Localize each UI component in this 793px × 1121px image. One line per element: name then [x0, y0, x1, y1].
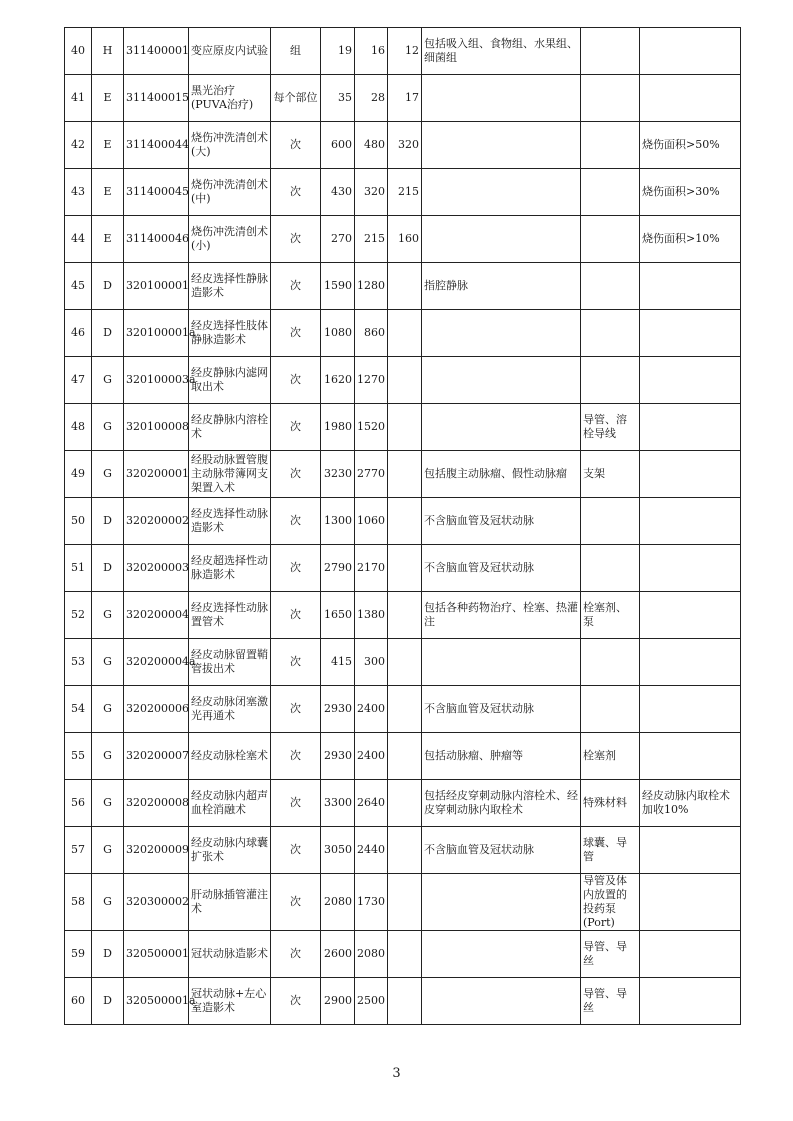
price-level-1-cell: 3300	[321, 780, 355, 827]
row-number-cell: 59	[65, 931, 92, 978]
item-name-cell: 经皮静脉内溶栓术	[189, 404, 271, 451]
price-level-2-cell: 1060	[355, 498, 388, 545]
table-row	[65, 216, 741, 263]
item-note-cell	[640, 545, 741, 592]
item-content-cell: 不含脑血管及冠状动脉	[422, 545, 581, 592]
excluded-content-cell	[581, 686, 640, 733]
fee-table-body	[65, 28, 741, 1025]
category-code-cell: E	[92, 216, 124, 263]
pricing-unit-cell: 次	[271, 263, 321, 310]
price-level-2-cell: 480	[355, 122, 388, 169]
row-number-cell: 42	[65, 122, 92, 169]
row-number-cell: 58	[65, 874, 92, 931]
item-code-cell: 320500001a	[124, 978, 189, 1025]
item-name-cell: 经皮动脉留置鞘管拔出术	[189, 639, 271, 686]
price-level-1-cell: 3230	[321, 451, 355, 498]
table-row	[65, 931, 741, 978]
item-note-cell	[640, 978, 741, 1025]
price-level-1-cell: 2930	[321, 733, 355, 780]
category-code-cell: E	[92, 122, 124, 169]
row-number-cell: 46	[65, 310, 92, 357]
row-number-cell: 60	[65, 978, 92, 1025]
price-level-3-cell	[388, 592, 422, 639]
row-number-cell: 45	[65, 263, 92, 310]
excluded-content-cell: 导管、溶栓导线	[581, 404, 640, 451]
excluded-content-cell: 导管及体内放置的投药泵(Port)	[581, 874, 640, 931]
price-level-1-cell: 270	[321, 216, 355, 263]
pricing-unit-cell: 次	[271, 545, 321, 592]
category-code-cell: D	[92, 310, 124, 357]
category-code-cell: D	[92, 263, 124, 310]
item-code-cell: 320200006	[124, 686, 189, 733]
price-level-2-cell: 1730	[355, 874, 388, 931]
row-number-cell: 48	[65, 404, 92, 451]
price-level-1-cell: 600	[321, 122, 355, 169]
row-number-cell: 41	[65, 75, 92, 122]
row-number-cell: 51	[65, 545, 92, 592]
price-level-3-cell	[388, 639, 422, 686]
category-code-cell: D	[92, 931, 124, 978]
item-note-cell	[640, 827, 741, 874]
item-name-cell: 经股动脉置管腹主动脉带簿网支架置入术	[189, 451, 271, 498]
price-level-3-cell	[388, 357, 422, 404]
item-code-cell: 320200004a	[124, 639, 189, 686]
price-level-2-cell: 215	[355, 216, 388, 263]
pricing-unit-cell: 次	[271, 498, 321, 545]
row-number-cell: 54	[65, 686, 92, 733]
price-level-1-cell: 35	[321, 75, 355, 122]
table-row	[65, 827, 741, 874]
pricing-unit-cell: 次	[271, 827, 321, 874]
table-row	[65, 75, 741, 122]
item-code-cell: 320200004	[124, 592, 189, 639]
category-code-cell: G	[92, 827, 124, 874]
item-name-cell: 黑光治疗(PUVA治疗)	[189, 75, 271, 122]
price-level-3-cell	[388, 404, 422, 451]
excluded-content-cell	[581, 498, 640, 545]
pricing-unit-cell: 次	[271, 310, 321, 357]
pricing-unit-cell: 次	[271, 404, 321, 451]
table-row	[65, 874, 741, 931]
pricing-unit-cell: 次	[271, 592, 321, 639]
item-name-cell: 经皮动脉闭塞激光再通术	[189, 686, 271, 733]
price-level-2-cell: 2500	[355, 978, 388, 1025]
pricing-unit-cell: 次	[271, 780, 321, 827]
item-name-cell: 经皮选择性静脉造影术	[189, 263, 271, 310]
row-number-cell: 44	[65, 216, 92, 263]
item-code-cell: 311400044	[124, 122, 189, 169]
item-code-cell: 311400045	[124, 169, 189, 216]
item-note-cell: 经皮动脉内取栓术加收10%	[640, 780, 741, 827]
pricing-unit-cell: 次	[271, 357, 321, 404]
excluded-content-cell: 栓塞剂、泵	[581, 592, 640, 639]
item-content-cell: 不含脑血管及冠状动脉	[422, 827, 581, 874]
table-row	[65, 28, 741, 75]
item-content-cell: 包括吸入组、食物组、水果组、细菌组	[422, 28, 581, 75]
price-level-2-cell: 2170	[355, 545, 388, 592]
item-content-cell	[422, 122, 581, 169]
price-level-1-cell: 1300	[321, 498, 355, 545]
item-content-cell: 包括各种药物治疗、栓塞、热灌注	[422, 592, 581, 639]
price-level-1-cell: 1080	[321, 310, 355, 357]
price-level-1-cell: 19	[321, 28, 355, 75]
row-number-cell: 53	[65, 639, 92, 686]
item-code-cell: 320100001	[124, 263, 189, 310]
item-name-cell: 经皮动脉内球囊扩张术	[189, 827, 271, 874]
price-level-3-cell	[388, 827, 422, 874]
category-code-cell: D	[92, 545, 124, 592]
price-level-3-cell: 160	[388, 216, 422, 263]
excluded-content-cell	[581, 122, 640, 169]
price-level-3-cell	[388, 686, 422, 733]
category-code-cell: D	[92, 978, 124, 1025]
item-name-cell: 冠状动脉造影术	[189, 931, 271, 978]
table-row	[65, 451, 741, 498]
price-level-2-cell: 860	[355, 310, 388, 357]
pricing-unit-cell: 次	[271, 451, 321, 498]
row-number-cell: 50	[65, 498, 92, 545]
item-code-cell: 320200002	[124, 498, 189, 545]
category-code-cell: G	[92, 733, 124, 780]
excluded-content-cell	[581, 639, 640, 686]
table-row	[65, 733, 741, 780]
fee-table-page	[64, 27, 740, 1025]
item-code-cell: 320100008	[124, 404, 189, 451]
price-level-2-cell: 2640	[355, 780, 388, 827]
table-row	[65, 404, 741, 451]
item-name-cell: 经皮静脉内滤网取出术	[189, 357, 271, 404]
item-note-cell: 烧伤面积>10%	[640, 216, 741, 263]
category-code-cell: G	[92, 451, 124, 498]
item-note-cell	[640, 310, 741, 357]
item-code-cell: 320200009	[124, 827, 189, 874]
item-name-cell: 变应原皮内试验	[189, 28, 271, 75]
table-row	[65, 169, 741, 216]
item-code-cell: 320200008	[124, 780, 189, 827]
price-level-1-cell: 2790	[321, 545, 355, 592]
price-level-2-cell: 1380	[355, 592, 388, 639]
category-code-cell: G	[92, 639, 124, 686]
excluded-content-cell: 球囊、导管	[581, 827, 640, 874]
table-row	[65, 545, 741, 592]
item-name-cell: 烧伤冲洗清创术(小)	[189, 216, 271, 263]
category-code-cell: G	[92, 357, 124, 404]
item-note-cell	[640, 451, 741, 498]
item-content-cell	[422, 216, 581, 263]
pricing-unit-cell: 次	[271, 686, 321, 733]
table-row	[65, 122, 741, 169]
price-level-3-cell	[388, 498, 422, 545]
price-level-3-cell	[388, 733, 422, 780]
price-level-3-cell	[388, 931, 422, 978]
price-level-3-cell: 12	[388, 28, 422, 75]
item-code-cell: 320200001	[124, 451, 189, 498]
item-name-cell: 烧伤冲洗清创术(中)	[189, 169, 271, 216]
category-code-cell: G	[92, 404, 124, 451]
price-level-1-cell: 2600	[321, 931, 355, 978]
price-level-2-cell: 1270	[355, 357, 388, 404]
item-name-cell: 经皮超选择性动脉造影术	[189, 545, 271, 592]
item-name-cell: 烧伤冲洗清创术(大)	[189, 122, 271, 169]
pricing-unit-cell: 每个部位	[271, 75, 321, 122]
table-row	[65, 592, 741, 639]
excluded-content-cell	[581, 75, 640, 122]
item-note-cell	[640, 263, 741, 310]
price-level-2-cell: 28	[355, 75, 388, 122]
table-row	[65, 263, 741, 310]
table-row	[65, 357, 741, 404]
row-number-cell: 49	[65, 451, 92, 498]
price-level-2-cell: 2440	[355, 827, 388, 874]
item-content-cell	[422, 169, 581, 216]
category-code-cell: E	[92, 75, 124, 122]
price-level-2-cell: 300	[355, 639, 388, 686]
price-level-2-cell: 2080	[355, 931, 388, 978]
pricing-unit-cell: 次	[271, 639, 321, 686]
excluded-content-cell: 支架	[581, 451, 640, 498]
pricing-unit-cell: 次	[271, 122, 321, 169]
item-code-cell: 320200007	[124, 733, 189, 780]
category-code-cell: G	[92, 874, 124, 931]
row-number-cell: 55	[65, 733, 92, 780]
price-level-1-cell: 430	[321, 169, 355, 216]
item-code-cell: 311400001	[124, 28, 189, 75]
excluded-content-cell: 栓塞剂	[581, 733, 640, 780]
item-content-cell	[422, 404, 581, 451]
excluded-content-cell	[581, 263, 640, 310]
pricing-unit-cell: 次	[271, 733, 321, 780]
price-level-1-cell: 1590	[321, 263, 355, 310]
item-name-cell: 经皮选择性动脉置管术	[189, 592, 271, 639]
pricing-unit-cell: 次	[271, 216, 321, 263]
item-note-cell: 烧伤面积>30%	[640, 169, 741, 216]
table-row	[65, 978, 741, 1025]
pricing-unit-cell: 次	[271, 978, 321, 1025]
item-note-cell	[640, 592, 741, 639]
price-level-2-cell: 1280	[355, 263, 388, 310]
excluded-content-cell	[581, 545, 640, 592]
excluded-content-cell	[581, 28, 640, 75]
item-note-cell	[640, 733, 741, 780]
price-level-3-cell	[388, 780, 422, 827]
price-level-3-cell	[388, 451, 422, 498]
item-code-cell: 320100003a	[124, 357, 189, 404]
item-name-cell: 经皮选择性动脉造影术	[189, 498, 271, 545]
category-code-cell: D	[92, 498, 124, 545]
item-name-cell: 经皮动脉栓塞术	[189, 733, 271, 780]
item-name-cell: 经皮选择性肢体静脉造影术	[189, 310, 271, 357]
price-level-1-cell: 1620	[321, 357, 355, 404]
price-level-3-cell: 215	[388, 169, 422, 216]
price-level-3-cell	[388, 978, 422, 1025]
price-level-3-cell	[388, 874, 422, 931]
price-level-1-cell: 1980	[321, 404, 355, 451]
item-content-cell	[422, 75, 581, 122]
excluded-content-cell	[581, 357, 640, 404]
item-code-cell: 311400015	[124, 75, 189, 122]
row-number-cell: 57	[65, 827, 92, 874]
price-level-3-cell: 320	[388, 122, 422, 169]
category-code-cell: G	[92, 592, 124, 639]
table-row	[65, 686, 741, 733]
price-level-2-cell: 2400	[355, 686, 388, 733]
item-note-cell	[640, 357, 741, 404]
price-level-3-cell: 17	[388, 75, 422, 122]
excluded-content-cell: 导管、导丝	[581, 931, 640, 978]
item-content-cell: 包括动脉瘤、肿瘤等	[422, 733, 581, 780]
item-code-cell: 320300002	[124, 874, 189, 931]
item-note-cell	[640, 28, 741, 75]
item-content-cell: 指腔静脉	[422, 263, 581, 310]
item-note-cell	[640, 686, 741, 733]
price-level-2-cell: 16	[355, 28, 388, 75]
excluded-content-cell	[581, 169, 640, 216]
pricing-unit-cell: 次	[271, 169, 321, 216]
item-note-cell: 烧伤面积>50%	[640, 122, 741, 169]
item-content-cell	[422, 931, 581, 978]
table-row	[65, 310, 741, 357]
price-level-1-cell: 415	[321, 639, 355, 686]
price-level-1-cell: 2900	[321, 978, 355, 1025]
price-level-1-cell: 1650	[321, 592, 355, 639]
table-row	[65, 498, 741, 545]
table-row	[65, 639, 741, 686]
category-code-cell: G	[92, 780, 124, 827]
item-content-cell	[422, 639, 581, 686]
item-name-cell: 肝动脉插管灌注术	[189, 874, 271, 931]
row-number-cell: 43	[65, 169, 92, 216]
category-code-cell: E	[92, 169, 124, 216]
price-level-2-cell: 2770	[355, 451, 388, 498]
item-note-cell	[640, 498, 741, 545]
item-content-cell: 不含脑血管及冠状动脉	[422, 686, 581, 733]
price-level-2-cell: 320	[355, 169, 388, 216]
item-note-cell	[640, 931, 741, 978]
price-level-1-cell: 3050	[321, 827, 355, 874]
price-level-1-cell: 2080	[321, 874, 355, 931]
item-code-cell: 311400046	[124, 216, 189, 263]
item-code-cell: 320200003	[124, 545, 189, 592]
table-row	[65, 780, 741, 827]
item-note-cell	[640, 639, 741, 686]
item-note-cell	[640, 75, 741, 122]
item-content-cell: 包括腹主动脉瘤、假性动脉瘤	[422, 451, 581, 498]
price-level-2-cell: 1520	[355, 404, 388, 451]
excluded-content-cell	[581, 216, 640, 263]
item-code-cell: 320500001	[124, 931, 189, 978]
item-note-cell	[640, 874, 741, 931]
price-level-1-cell: 2930	[321, 686, 355, 733]
category-code-cell: G	[92, 686, 124, 733]
item-content-cell: 不含脑血管及冠状动脉	[422, 498, 581, 545]
pricing-unit-cell: 次	[271, 931, 321, 978]
excluded-content-cell: 导管、导丝	[581, 978, 640, 1025]
item-code-cell: 320100001a	[124, 310, 189, 357]
item-name-cell: 冠状动脉+左心室造影术	[189, 978, 271, 1025]
row-number-cell: 52	[65, 592, 92, 639]
item-note-cell	[640, 404, 741, 451]
row-number-cell: 56	[65, 780, 92, 827]
page-number: 3	[392, 1066, 401, 1081]
item-content-cell: 包括经皮穿刺动脉内溶栓术、经皮穿刺动脉内取栓术	[422, 780, 581, 827]
price-level-3-cell	[388, 263, 422, 310]
item-content-cell	[422, 357, 581, 404]
row-number-cell: 40	[65, 28, 92, 75]
price-level-3-cell	[388, 310, 422, 357]
fee-table	[64, 27, 741, 1025]
pricing-unit-cell: 次	[271, 874, 321, 931]
excluded-content-cell: 特殊材料	[581, 780, 640, 827]
price-level-2-cell: 2400	[355, 733, 388, 780]
category-code-cell: H	[92, 28, 124, 75]
item-content-cell	[422, 874, 581, 931]
excluded-content-cell	[581, 310, 640, 357]
item-content-cell	[422, 310, 581, 357]
pricing-unit-cell: 组	[271, 28, 321, 75]
price-level-3-cell	[388, 545, 422, 592]
item-content-cell	[422, 978, 581, 1025]
row-number-cell: 47	[65, 357, 92, 404]
item-name-cell: 经皮动脉内超声血栓消融术	[189, 780, 271, 827]
